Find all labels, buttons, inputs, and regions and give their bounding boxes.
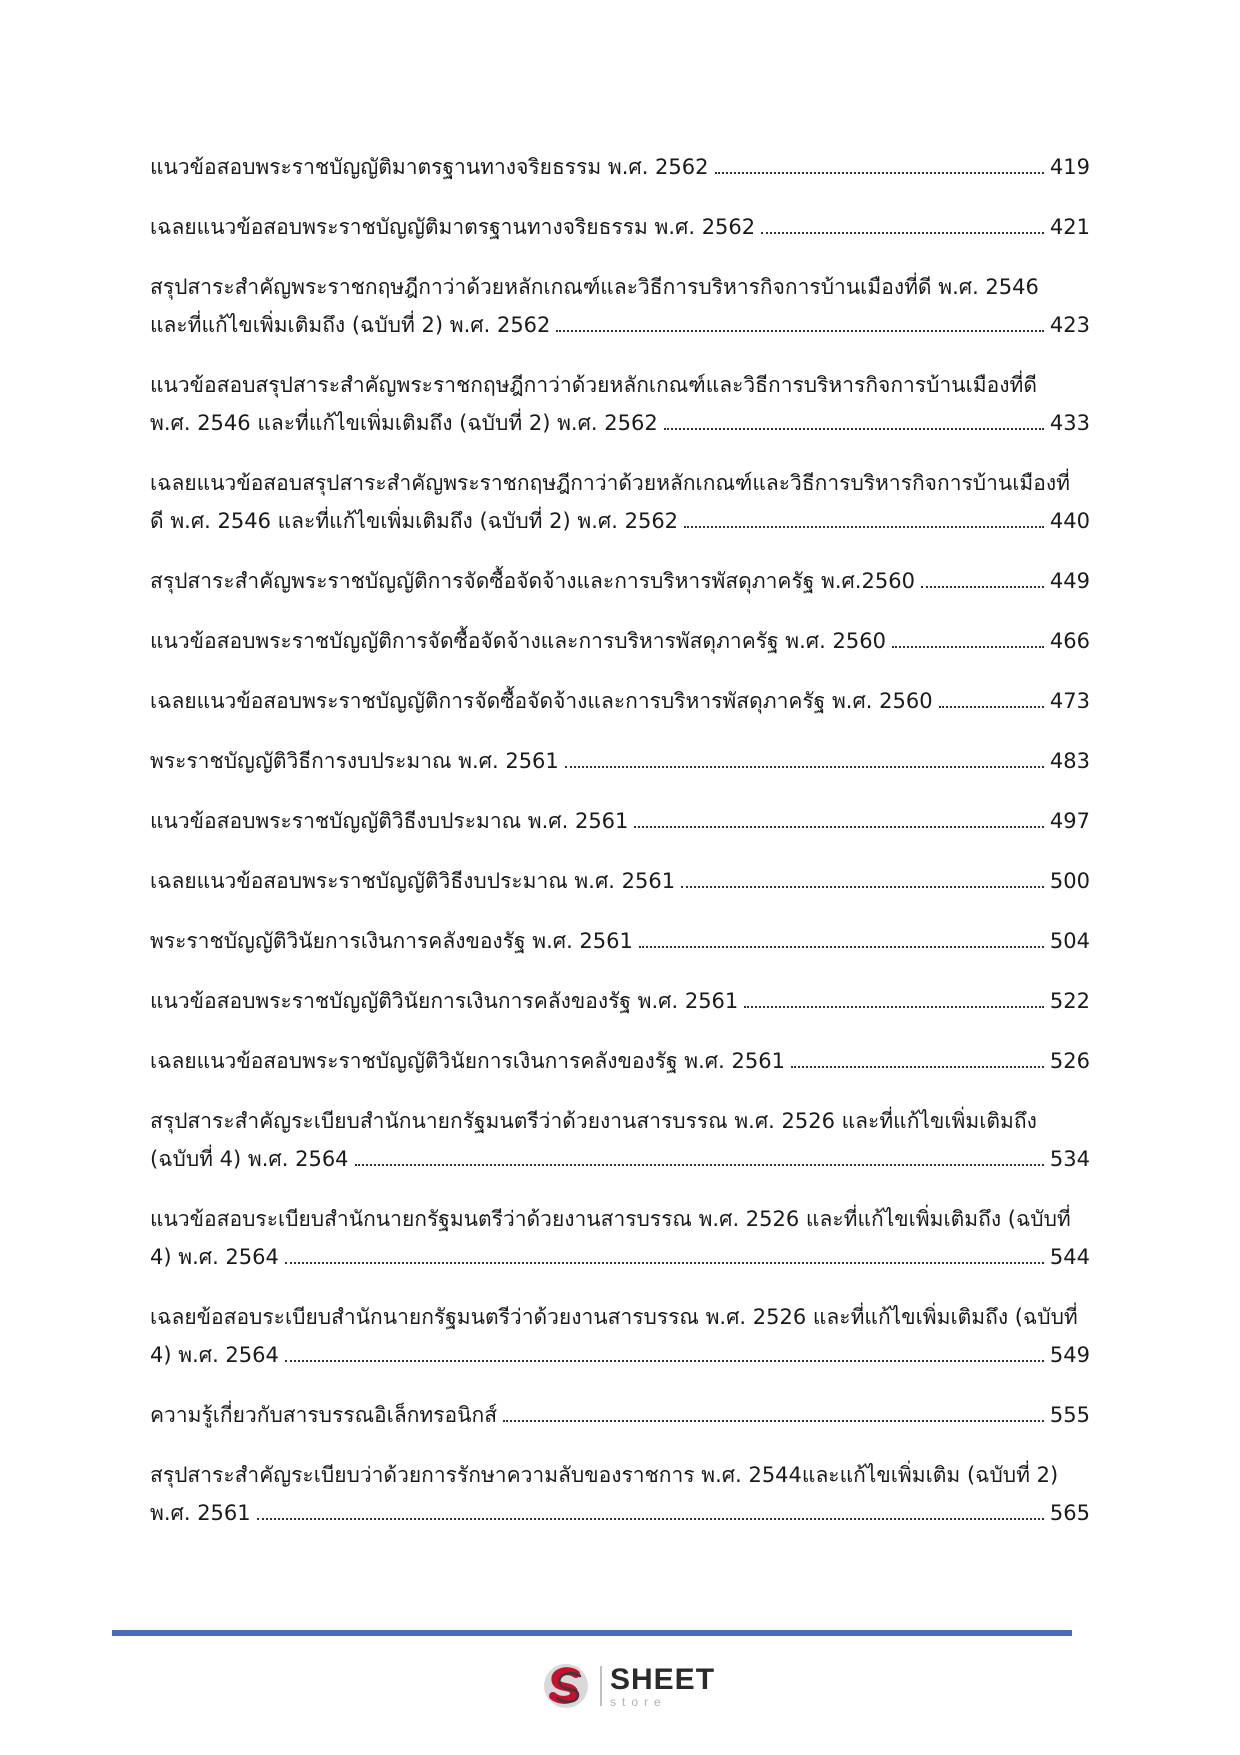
dot-leader	[791, 1066, 1044, 1068]
toc-entry[interactable]	[150, 802, 1090, 840]
toc-entry-row	[150, 404, 1090, 442]
toc-entry[interactable]	[150, 464, 1090, 540]
toc-entry-row	[150, 306, 1090, 344]
toc-entry-title: แนวข้อสอบพระราชบัญญัติการจัดซื้อจัดจ้างและการบริหารพัสดุภาครัฐ พ.ศ. 2560	[150, 629, 886, 653]
toc-entry[interactable]	[150, 562, 1090, 600]
footer-rule	[112, 1630, 1072, 1636]
toc-entry-title: แนวข้อสอบพระราชบัญญัติวินัยการเงินการคลังของรัฐ พ.ศ. 2561	[150, 989, 739, 1013]
logo-brand-name: SHEET	[610, 1662, 716, 1696]
toc-entry-page-number: 497	[1049, 809, 1090, 833]
toc-entry-page-number: 423	[1049, 313, 1090, 337]
toc-entry[interactable]	[150, 1102, 1090, 1178]
toc-entry-title: พ.ศ. 2561	[150, 1501, 251, 1525]
dot-leader	[744, 1006, 1044, 1008]
toc-entry-title: ความรู้เกี่ยวกับสารบรรณอิเล็กทรอนิกส์	[150, 1403, 498, 1427]
toc-entry[interactable]	[150, 1456, 1090, 1532]
toc-entry[interactable]	[150, 148, 1090, 186]
dot-leader	[664, 428, 1044, 430]
toc-entry-title: พระราชบัญญัติวินัยการเงินการคลังของรัฐ พ.ศ. 2561	[150, 929, 633, 953]
toc-entry-page-number: 421	[1049, 215, 1090, 239]
toc-entry-row	[150, 922, 1090, 960]
toc-entry[interactable]	[150, 1298, 1090, 1374]
dot-leader	[681, 886, 1044, 888]
dot-leader	[892, 646, 1044, 648]
toc-entry-page-number: 526	[1049, 1049, 1090, 1073]
toc-entry-page-number: 549	[1049, 1343, 1090, 1367]
toc-entry-title-line: แนวข้อสอบระเบียบสำนักนายกรัฐมนตรีว่าด้วยงานสารบรรณ พ.ศ. 2526 และที่แก้ไขเพิ่มเติมถึง (ฉบับที่	[150, 1207, 1071, 1231]
toc-entry-row	[150, 982, 1090, 1020]
toc-entry-title: เฉลยแนวข้อสอบพระราชบัญญัติวินัยการเงินการคลังของรัฐ พ.ศ. 2561	[150, 1049, 785, 1073]
toc-entry-row	[150, 862, 1090, 900]
toc-entry-title: พ.ศ. 2546 และที่แก้ไขเพิ่มเติมถึง (ฉบับที่ 2) พ.ศ. 2562	[150, 411, 658, 435]
toc-entry[interactable]	[150, 1396, 1090, 1434]
dot-leader	[285, 1262, 1044, 1264]
dot-leader	[761, 232, 1044, 234]
toc-entry-title: (ฉบับที่ 4) พ.ศ. 2564	[150, 1147, 349, 1171]
toc-entry-title: 4) พ.ศ. 2564	[150, 1343, 279, 1367]
toc-entry-title-line: แนวข้อสอบสรุปสาระสำคัญพระราชกฤษฎีกาว่าด้วยหลักเกณฑ์และวิธีการบริหารกิจการบ้านเมืองที่ดี	[150, 373, 1037, 397]
toc-entry-title: ดี พ.ศ. 2546 และที่แก้ไขเพิ่มเติมถึง (ฉบับที่ 2) พ.ศ. 2562	[150, 509, 679, 533]
toc-entry-page-number: 419	[1049, 155, 1090, 179]
toc-entry-row	[150, 622, 1090, 660]
dot-leader	[565, 766, 1044, 768]
toc-entry[interactable]	[150, 208, 1090, 246]
toc-entry[interactable]	[150, 922, 1090, 960]
toc-entry-row	[150, 802, 1090, 840]
toc-entry-title: พระราชบัญญัติวิธีการงบประมาณ พ.ศ. 2561	[150, 749, 559, 773]
dot-leader	[355, 1164, 1044, 1166]
toc-entry-title-line: สรุปสาระสำคัญระเบียบว่าด้วยการรักษาความลับของราชการ พ.ศ. 2544และแก้ไขเพิ่มเติม (ฉบับที่ 2)	[150, 1463, 1059, 1487]
toc-entry-title: สรุปสาระสำคัญพระราชบัญญัติการจัดซื้อจัดจ้างและการบริหารพัสดุภาครัฐ พ.ศ.2560	[150, 569, 915, 593]
toc-entry-page-number: 483	[1049, 749, 1090, 773]
toc-entry-title-line: สรุปสาระสำคัญพระราชกฤษฎีกาว่าด้วยหลักเกณฑ์และวิธีการบริหารกิจการบ้านเมืองที่ดี พ.ศ. 2546	[150, 275, 1039, 299]
toc-entry-page-number: 544	[1049, 1245, 1090, 1269]
toc-entry-title-line: เฉลยข้อสอบระเบียบสำนักนายกรัฐมนตรีว่าด้วยงานสารบรรณ พ.ศ. 2526 และที่แก้ไขเพิ่มเติมถึง (ฉบับที่	[150, 1305, 1078, 1329]
toc-entry-title: เฉลยแนวข้อสอบพระราชบัญญัติวิธีงบประมาณ พ.ศ. 2561	[150, 869, 676, 893]
toc-entry-page-number: 440	[1049, 509, 1090, 533]
dot-leader	[503, 1420, 1044, 1422]
logo-brand-sub: store	[610, 1694, 667, 1709]
toc-entry[interactable]	[150, 268, 1090, 344]
table-of-contents	[150, 148, 1090, 1554]
toc-entry-page-number: 473	[1049, 689, 1090, 713]
toc-entry-row	[150, 742, 1090, 780]
toc-entry-page-number: 522	[1049, 989, 1090, 1013]
toc-entry-row	[150, 1140, 1090, 1178]
toc-entry-page-number: 500	[1049, 869, 1090, 893]
dot-leader	[556, 330, 1044, 332]
toc-entry[interactable]	[150, 1200, 1090, 1276]
toc-entry-page-number: 504	[1049, 929, 1090, 953]
toc-entry[interactable]	[150, 1042, 1090, 1080]
toc-entry-page-number: 449	[1049, 569, 1090, 593]
toc-entry-title-line: เฉลยแนวข้อสอบสรุปสาระสำคัญพระราชกฤษฎีกาว่าด้วยหลักเกณฑ์และวิธีการบริหารกิจการบ้านเมืองที่	[150, 471, 1070, 495]
dot-leader	[285, 1360, 1044, 1362]
toc-entry-row	[150, 682, 1090, 720]
toc-entry-row	[150, 1238, 1090, 1276]
toc-entry-title: แนวข้อสอบพระราชบัญญัติมาตรฐานทางจริยธรรม พ.ศ. 2562	[150, 155, 709, 179]
toc-entry-row	[150, 1494, 1090, 1532]
toc-entry-title-line: สรุปสาระสำคัญระเบียบสำนักนายกรัฐมนตรีว่าด้วยงานสารบรรณ พ.ศ. 2526 และที่แก้ไขเพิ่มเติมถึง	[150, 1109, 1037, 1133]
toc-entry[interactable]	[150, 862, 1090, 900]
dot-leader	[939, 706, 1044, 708]
toc-entry-row	[150, 1042, 1090, 1080]
toc-entry[interactable]	[150, 682, 1090, 720]
toc-entry-title: แนวข้อสอบพระราชบัญญัติวิธีงบประมาณ พ.ศ. 2561	[150, 809, 629, 833]
toc-entry-title: เฉลยแนวข้อสอบพระราชบัญญัติการจัดซื้อจัดจ้างและการบริหารพัสดุภาครัฐ พ.ศ. 2560	[150, 689, 933, 713]
toc-entry[interactable]	[150, 622, 1090, 660]
toc-entry[interactable]	[150, 366, 1090, 442]
toc-entry-page-number: 555	[1049, 1403, 1090, 1427]
logo-wordmark	[610, 1662, 716, 1709]
toc-entry-page-number: 534	[1049, 1147, 1090, 1171]
toc-entry[interactable]	[150, 742, 1090, 780]
sheet-store-logo	[540, 1660, 715, 1712]
toc-entry-title: 4) พ.ศ. 2564	[150, 1245, 279, 1269]
dot-leader	[684, 526, 1044, 528]
dot-leader	[257, 1518, 1044, 1520]
toc-entry-page-number: 466	[1049, 629, 1090, 653]
toc-entry-page-number: 433	[1049, 411, 1090, 435]
toc-entry-row	[150, 502, 1090, 540]
toc-entry-title: เฉลยแนวข้อสอบพระราชบัญญัติมาตรฐานทางจริยธรรม พ.ศ. 2562	[150, 215, 756, 239]
toc-entry-row	[150, 562, 1090, 600]
dot-leader	[639, 946, 1044, 948]
dot-leader	[921, 586, 1044, 588]
dot-leader	[634, 826, 1044, 828]
toc-entry-row	[150, 148, 1090, 186]
toc-entry-row	[150, 208, 1090, 246]
toc-entry-title: และที่แก้ไขเพิ่มเติมถึง (ฉบับที่ 2) พ.ศ. 2562	[150, 313, 551, 337]
toc-entry-row	[150, 1396, 1090, 1434]
toc-entry[interactable]	[150, 982, 1090, 1020]
logo-divider	[600, 1666, 602, 1706]
dot-leader	[715, 172, 1044, 174]
sheet-store-logo-icon	[540, 1660, 592, 1712]
toc-entry-row	[150, 1336, 1090, 1374]
toc-entry-page-number: 565	[1049, 1501, 1090, 1525]
